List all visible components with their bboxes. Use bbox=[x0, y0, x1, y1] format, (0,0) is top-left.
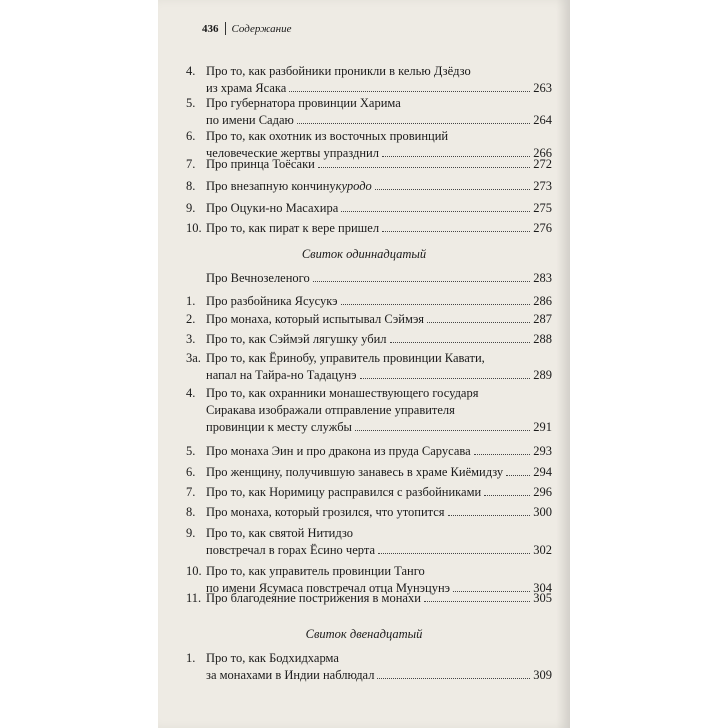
entry-body bbox=[206, 525, 552, 559]
entry-number: 8. bbox=[186, 179, 196, 193]
entry-page-number: 293 bbox=[533, 444, 552, 458]
entry-last-line bbox=[206, 367, 552, 384]
section-heading: Свиток одиннадцатый bbox=[301, 247, 427, 261]
entry-title-line: напал на Тайра-но Тадацунэ bbox=[206, 368, 357, 382]
entry-page-number: 283 bbox=[533, 271, 552, 285]
entry-number: 9. bbox=[186, 201, 196, 215]
entry-title-italic: куродо bbox=[335, 179, 372, 193]
entry-body bbox=[206, 385, 552, 436]
entry-title-line: Про то, как Ёринобу, управитель провинции Кавати, bbox=[206, 351, 485, 365]
entry-body bbox=[206, 311, 552, 328]
toc-entry[interactable] bbox=[186, 270, 552, 287]
dot-leader bbox=[355, 430, 530, 431]
toc-entry[interactable] bbox=[186, 650, 552, 684]
entry-title-line: Про губернатора провинции Харима bbox=[206, 96, 401, 110]
entry-title-line: человеческие жертвы упразднил bbox=[206, 146, 379, 160]
dot-leader bbox=[289, 91, 530, 92]
header-divider bbox=[225, 22, 226, 35]
header-title: Содержание bbox=[231, 22, 292, 35]
entry-last-line bbox=[206, 667, 552, 684]
entry-title-line: Про принца Тоёсаки bbox=[206, 157, 315, 171]
entry-last-line bbox=[206, 293, 552, 310]
entry-page-number: 300 bbox=[533, 505, 552, 519]
toc-entry[interactable] bbox=[186, 504, 552, 521]
toc-entry[interactable] bbox=[186, 63, 552, 97]
toc-entry[interactable] bbox=[186, 293, 552, 310]
dot-leader bbox=[427, 322, 530, 323]
entry-last-line bbox=[206, 484, 552, 501]
entry-number: 6. bbox=[186, 465, 196, 479]
toc-entry[interactable] bbox=[186, 443, 552, 460]
entry-title-line: по имени Садаю bbox=[206, 113, 294, 127]
toc-entry[interactable] bbox=[186, 385, 552, 436]
entry-title-line: по имени Ясумаса повстречал отца Мунэцунэ bbox=[206, 581, 451, 595]
toc-entry[interactable] bbox=[186, 95, 552, 129]
toc-entry[interactable] bbox=[186, 590, 552, 607]
entry-last-line bbox=[206, 178, 552, 195]
entry-body bbox=[206, 484, 552, 501]
entry-last-line bbox=[206, 220, 552, 237]
entry-body bbox=[206, 650, 552, 684]
dot-leader bbox=[448, 515, 531, 516]
entry-title-line: Про то, как пират к вере пришел bbox=[206, 221, 380, 235]
dot-leader bbox=[360, 378, 531, 379]
entry-body bbox=[206, 331, 552, 348]
entry-page-number: 304 bbox=[533, 581, 552, 595]
entry-page-number: 286 bbox=[533, 294, 552, 308]
entry-title-line: Про то, как разбойники проникли в келью Дзёдзо bbox=[206, 64, 471, 78]
page-number: 436 bbox=[202, 22, 219, 35]
entry-last-line bbox=[206, 331, 552, 348]
entry-number: 4. bbox=[186, 64, 196, 78]
entry-number: 1. bbox=[186, 294, 196, 308]
entry-body bbox=[206, 95, 552, 129]
dot-leader bbox=[341, 211, 530, 212]
running-header bbox=[202, 22, 292, 35]
entry-page-number: 294 bbox=[533, 465, 552, 479]
entry-body bbox=[206, 63, 552, 97]
entry-last-line bbox=[206, 311, 552, 328]
dot-leader bbox=[378, 553, 530, 554]
entry-number: 8. bbox=[186, 505, 196, 519]
entry-title-line: Сиракава изображали отправление управителя bbox=[206, 403, 455, 417]
entry-body bbox=[206, 590, 552, 607]
entry-title-line: Про Оцуки-но Масахира bbox=[206, 201, 339, 215]
entry-page-number: 309 bbox=[533, 668, 552, 682]
entry-page-number: 287 bbox=[533, 312, 552, 326]
entry-number: 3а. bbox=[186, 351, 201, 365]
entry-title-line: из храма Ясака bbox=[206, 81, 287, 95]
toc-entry[interactable] bbox=[186, 220, 552, 237]
dot-leader bbox=[318, 167, 530, 168]
entry-body bbox=[206, 504, 552, 521]
entry-number: 10. bbox=[186, 564, 202, 578]
entry-page-number: 272 bbox=[533, 157, 552, 171]
entry-number: 7. bbox=[186, 485, 196, 499]
entry-title-line: Про разбойника Ясусукэ bbox=[206, 294, 338, 308]
entry-page-number: 263 bbox=[533, 81, 552, 95]
entry-number: 6. bbox=[186, 129, 196, 143]
entry-body bbox=[206, 443, 552, 460]
entry-title-line: Про монаха, который грозился, что утопится bbox=[206, 505, 445, 519]
dot-leader bbox=[313, 281, 531, 282]
entry-last-line bbox=[206, 270, 552, 287]
section-heading: Свиток двенадцатый bbox=[305, 627, 423, 641]
entry-body bbox=[206, 350, 552, 384]
entry-last-line bbox=[206, 443, 552, 460]
entry-title-line: Про Вечнозеленого bbox=[206, 271, 310, 285]
entry-page-number: 288 bbox=[533, 332, 552, 346]
entry-body bbox=[206, 270, 552, 287]
entry-number: 2. bbox=[186, 312, 196, 326]
entry-last-line bbox=[206, 464, 552, 481]
entry-body bbox=[206, 178, 552, 195]
entry-page-number: 276 bbox=[533, 221, 552, 235]
entry-title-line: Про монаха, который испытывал Сэймэя bbox=[206, 312, 424, 326]
entry-body bbox=[206, 220, 552, 237]
entry-number: 5. bbox=[186, 96, 196, 110]
entry-title-line: Про то, как Бодхидхарма bbox=[206, 651, 339, 665]
entry-title-line: Про то, как Сэймэй лягушку убил bbox=[206, 332, 387, 346]
entry-page-number: 305 bbox=[533, 591, 552, 605]
entry-page-number: 296 bbox=[533, 485, 552, 499]
entry-last-line bbox=[206, 504, 552, 521]
entry-page-number: 273 bbox=[533, 179, 552, 193]
dot-leader bbox=[382, 231, 530, 232]
toc-entry[interactable] bbox=[186, 200, 552, 217]
entry-title-line: Про то, как управитель провинции Танго bbox=[206, 564, 425, 578]
entry-number: 4. bbox=[186, 386, 196, 400]
entry-last-line bbox=[206, 112, 552, 129]
entry-page-number: 289 bbox=[533, 368, 552, 382]
toc-entry[interactable] bbox=[186, 464, 552, 481]
entry-title-line: повстречал в горах Ёсино черта bbox=[206, 543, 376, 557]
dot-leader bbox=[377, 678, 530, 679]
entry-number: 3. bbox=[186, 332, 196, 346]
dot-leader bbox=[341, 304, 531, 305]
entry-number: 1. bbox=[186, 651, 196, 665]
toc-entry[interactable] bbox=[186, 156, 552, 173]
toc-entry[interactable] bbox=[186, 178, 552, 195]
entry-page-number: 275 bbox=[533, 201, 552, 215]
dot-leader bbox=[390, 342, 531, 343]
entry-title-line: Про женщину, получившую занавесь в храме Киёмидзу bbox=[206, 465, 504, 479]
entry-title-line: Про то, как охотник из восточных провинций bbox=[206, 129, 449, 143]
entry-last-line bbox=[206, 542, 552, 559]
toc-entry[interactable] bbox=[186, 484, 552, 501]
entry-body bbox=[206, 200, 552, 217]
entry-last-line bbox=[206, 200, 552, 217]
entry-last-line bbox=[206, 419, 552, 436]
dot-leader bbox=[424, 601, 530, 602]
dot-leader bbox=[484, 495, 530, 496]
entry-number: 9. bbox=[186, 526, 196, 540]
entry-page-number: 266 bbox=[533, 146, 552, 160]
entry-title-line: провинции к месту службы bbox=[206, 420, 352, 434]
dot-leader bbox=[375, 189, 530, 190]
dot-leader bbox=[506, 475, 530, 476]
toc-entry[interactable] bbox=[186, 350, 552, 384]
entry-title-line: за монахами в Индии наблюдал bbox=[206, 668, 375, 682]
entry-page-number: 264 bbox=[533, 113, 552, 127]
toc-entry[interactable] bbox=[186, 331, 552, 348]
toc-entry[interactable] bbox=[186, 525, 552, 559]
entry-number: 5. bbox=[186, 444, 196, 458]
entry-title-line: Про благодеяние пострижения в монахи bbox=[206, 591, 421, 605]
dot-leader bbox=[297, 123, 530, 124]
toc-entry[interactable] bbox=[186, 311, 552, 328]
dot-leader bbox=[474, 454, 531, 455]
entry-number: 11. bbox=[186, 591, 202, 605]
entry-title-line: Про то, как Норимицу расправился с разбойниками bbox=[206, 485, 482, 499]
entry-title-line: Про монаха Эин и про дракона из пруда Сарусава bbox=[206, 444, 471, 458]
entry-last-line bbox=[206, 590, 552, 607]
entry-title-line: Про то, как святой Нитидзо bbox=[206, 526, 353, 540]
entry-body bbox=[206, 464, 552, 481]
entry-body bbox=[206, 293, 552, 310]
entry-body bbox=[206, 156, 552, 173]
entry-title-line: Про то, как охранники монашествующего государя bbox=[206, 386, 479, 400]
entry-page-number: 302 bbox=[533, 543, 552, 557]
entry-title-line: Про внезапную кончину bbox=[206, 179, 336, 193]
entry-number: 10. bbox=[186, 221, 202, 235]
entry-last-line bbox=[206, 156, 552, 173]
entry-number: 7. bbox=[186, 157, 196, 171]
entry-page-number: 291 bbox=[533, 420, 552, 434]
